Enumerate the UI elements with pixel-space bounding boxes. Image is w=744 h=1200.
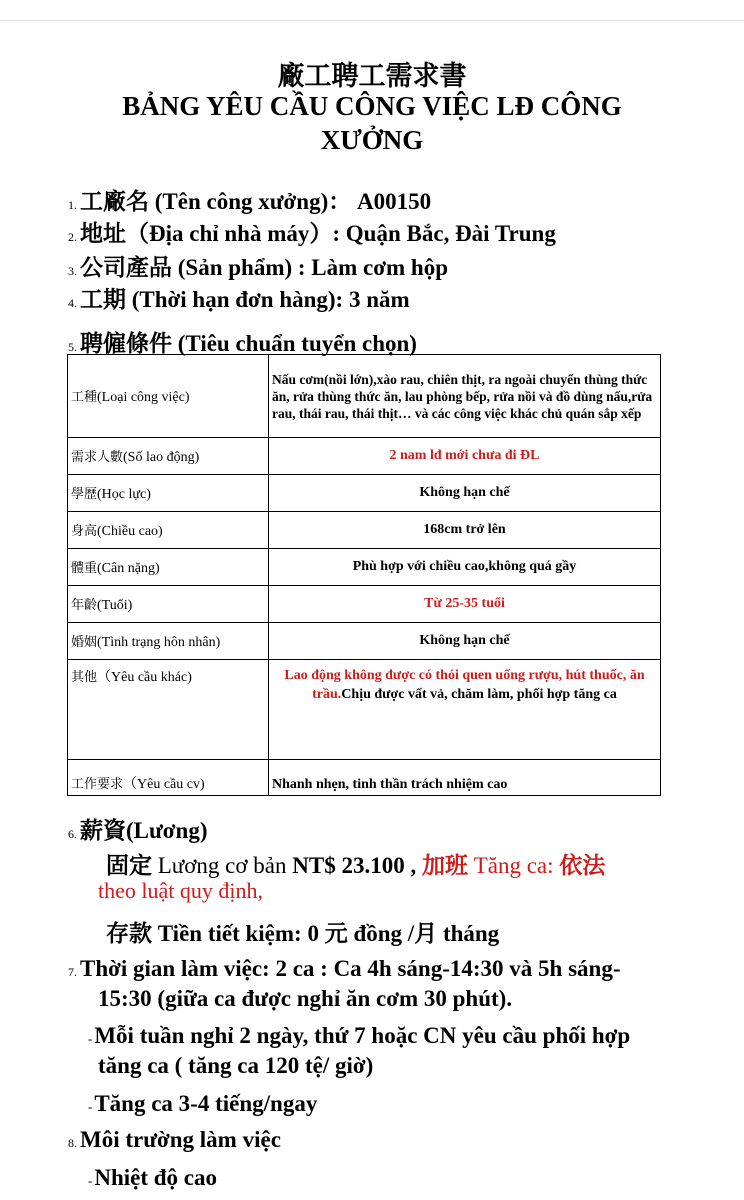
requirements-table	[67, 354, 661, 796]
title-vietnamese-line1: BẢNG YÊU CẦU CÔNG VIỆC LĐ CÔNG	[122, 91, 622, 121]
work-time-bullet2: -Tăng ca 3-4 tiếng/ngay	[88, 1091, 318, 1116]
title-chinese: 廠工聘工需求書	[277, 61, 467, 92]
row-value-height: 168cm trở lên	[269, 512, 661, 549]
table-row	[68, 549, 661, 586]
work-time-bullet1-line1: -Mỗi tuần nghỉ 2 ngày, thứ 7 hoặc CN yêu cầu phối hợp	[88, 1023, 631, 1048]
row-value-job-type: Nấu cơm(nồi lớn),xào rau, chiên thịt, ra ngoài chuyển thùng thức ăn, rửa thùng thức ăn, lau phòng bếp, rửa nồi và đồ dùng nấu,rửa rau, thái rau, thái thịt… và các công việc khác chủ quán sắp xếp	[269, 355, 661, 438]
row-label: 婚姻(Tình trạng hôn nhân)	[68, 623, 269, 660]
row-label: 工作要求（Yêu cầu cv)	[68, 760, 269, 796]
item-contract-term: 4. 工期 (Thời hạn đơn hàng): 3 năm	[68, 287, 410, 313]
table-row	[68, 512, 661, 549]
row-value-age: Từ 25-35 tuổi	[269, 586, 661, 623]
row-value-other: Lao động không được có thói quen uống rượu, hút thuốc, ăn trầu.Chịu được vất vả, chăm làm, phối hợp tăng ca	[269, 660, 661, 760]
row-label: 其他（Yêu cầu khác)	[68, 660, 269, 760]
salary-base-line: 固定 Lương cơ bản NT$ 23.100 , 加班 Tăng ca: 依法	[106, 853, 606, 879]
row-value-education: Không hạn chế	[269, 475, 661, 512]
work-time-line1: 7. Thời gian làm việc: 2 ca : Ca 4h sáng-14:30 và 5h sáng-	[68, 956, 621, 981]
row-value-marital: Không hạn chế	[269, 623, 661, 660]
item-address: 2. 地址（Địa chỉ nhà máy）: Quận Bắc, Đài Trung	[68, 221, 556, 247]
row-value-weight: Phù hợp với chiều cao,không quá gầy	[269, 549, 661, 586]
item-selection-criteria: 5. 聘僱條件 (Tiêu chuẩn tuyển chọn)	[68, 331, 417, 357]
item-product: 3. 公司產品 (Sản phẩm) : Làm cơm hộp	[68, 255, 448, 281]
work-time-line2: 15:30 (giữa ca được nghỉ ăn cơm 30 phút).	[98, 986, 513, 1011]
row-label: 體重(Cân nặng)	[68, 549, 269, 586]
table-row	[68, 660, 661, 760]
item-factory-name: 1. 工廠名 (Tên công xưởng)： A00150	[68, 189, 432, 215]
row-label: 年齡(Tuổi)	[68, 586, 269, 623]
row-label: 工種(Loại công việc)	[68, 355, 269, 438]
savings-line: 存款 Tiền tiết kiệm: 0 元 đồng /月 tháng	[106, 921, 500, 947]
environment-heading: 8. Môi trường làm việc	[68, 1127, 281, 1152]
work-time-bullet1-line2: tăng ca ( tăng ca 120 tệ/ giờ)	[98, 1053, 374, 1078]
salary-law-line: theo luật quy định,	[98, 878, 263, 903]
table-row	[68, 586, 661, 623]
table-row	[68, 438, 661, 475]
table-row	[68, 760, 661, 796]
row-label: 需求人數(Số lao động)	[68, 438, 269, 475]
title-vietnamese-line2: XƯỞNG	[320, 125, 424, 155]
table-row	[68, 475, 661, 512]
top-divider	[0, 20, 744, 21]
row-label: 學歷(Học lực)	[68, 475, 269, 512]
row-value-worker-count: 2 nam lđ mới chưa đi ĐL	[269, 438, 661, 475]
table-row	[68, 355, 661, 438]
row-value-work-requirement: Nhanh nhẹn, tinh thần trách nhiệm cao	[269, 760, 661, 796]
environment-bullet1: -Nhiệt độ cao	[88, 1165, 218, 1190]
table-row	[68, 623, 661, 660]
row-label: 身高(Chiều cao)	[68, 512, 269, 549]
salary-heading: 6. 薪資(Lương)	[68, 818, 208, 844]
